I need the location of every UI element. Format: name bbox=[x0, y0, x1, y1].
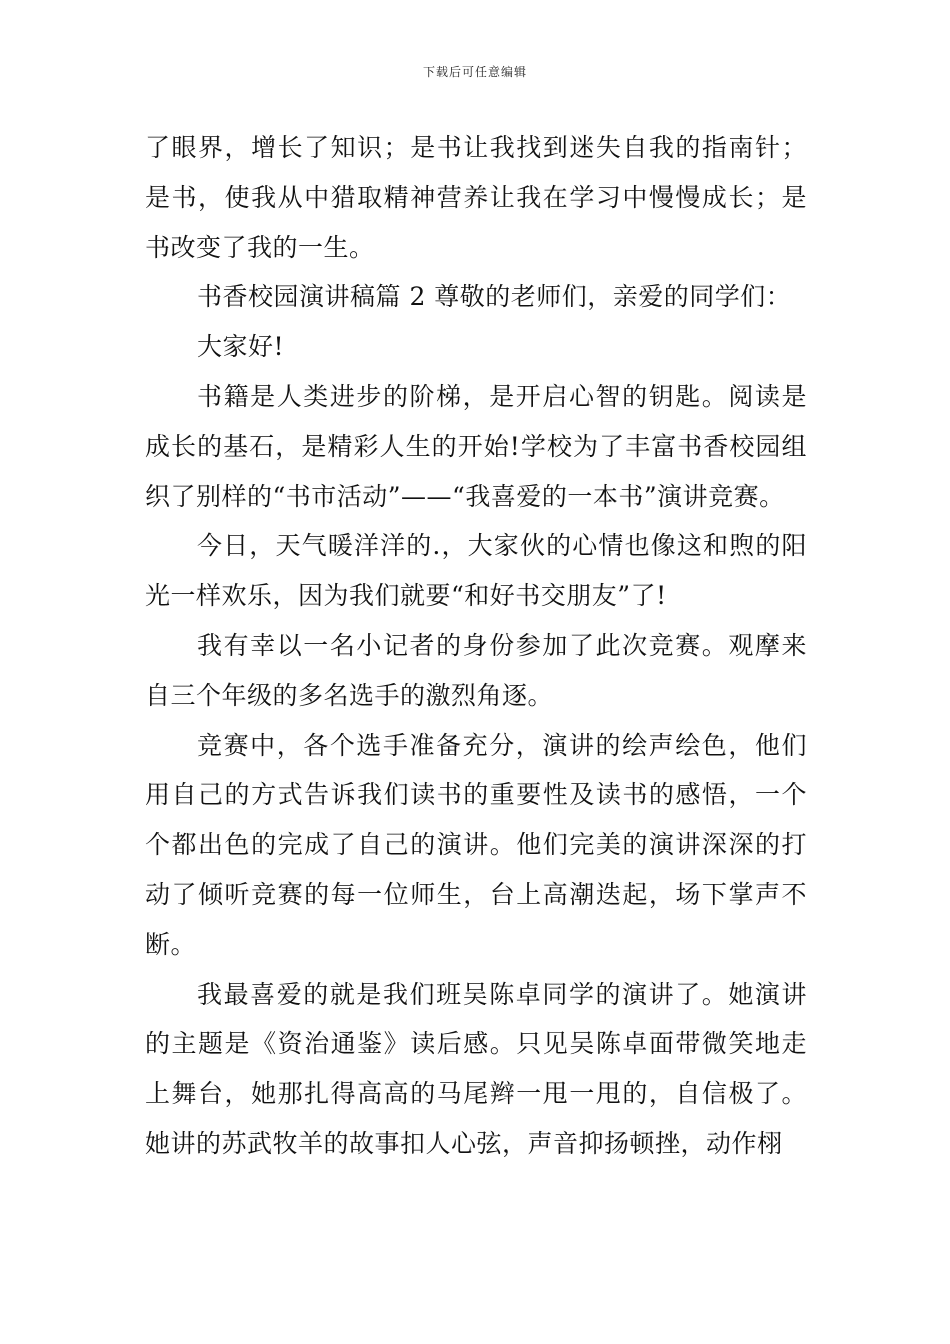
paragraph: 竞赛中，各个选手准备充分，演讲的绘声绘色，他们用自己的方式告诉我们读书的重要性及读书的感悟，一个个都出色的完成了自己的演讲。他们完美的演讲深深的打动了倾听竞赛的每一位师生，台上高潮迭起，场下掌声不断。 bbox=[145, 730, 807, 959]
paragraph: 我最喜爱的就是我们班吴陈卓同学的演讲了。她演讲的主题是《资治通鉴》读后感。只见吴陈卓面带微笑地走上舞台，她那扎得高高的马尾辫一甩一甩的，自信极了。她讲的苏武牧羊的故事扣人心弦，声音抑扬顿挫，动作栩 bbox=[145, 979, 807, 1158]
paragraph: 今日，天气暖洋洋的.，大家伙的心情也像这和煦的阳光一样欢乐，因为我们就要“和好书交朋友”了! bbox=[145, 531, 807, 611]
paragraph: 我有幸以一名小记者的身份参加了此次竞赛。观摩来自三个年级的多名选手的激烈角逐。 bbox=[145, 630, 807, 710]
section-heading-paragraph: 书香校园演讲稿篇 2 尊敬的老师们，亲爱的同学们： bbox=[197, 282, 792, 312]
paragraph-continuation: 了眼界，增长了知识；是书让我找到迷失自我的指南针；是书，使我从中猎取精神营养让我在学习中慢慢成长；是书改变了我的一生。 bbox=[145, 133, 807, 262]
greeting-paragraph: 大家好! bbox=[197, 332, 285, 362]
paragraph: 书籍是人类进步的阶梯，是开启心智的钥匙。阅读是成长的基石，是精彩人生的开始!学校为了丰富书香校园组织了别样的“书市活动”——“我喜爱的一本书”演讲竞赛。 bbox=[145, 381, 807, 511]
page-header: 下载后可任意编辑 bbox=[422, 65, 527, 79]
document-body bbox=[145, 123, 807, 1169]
